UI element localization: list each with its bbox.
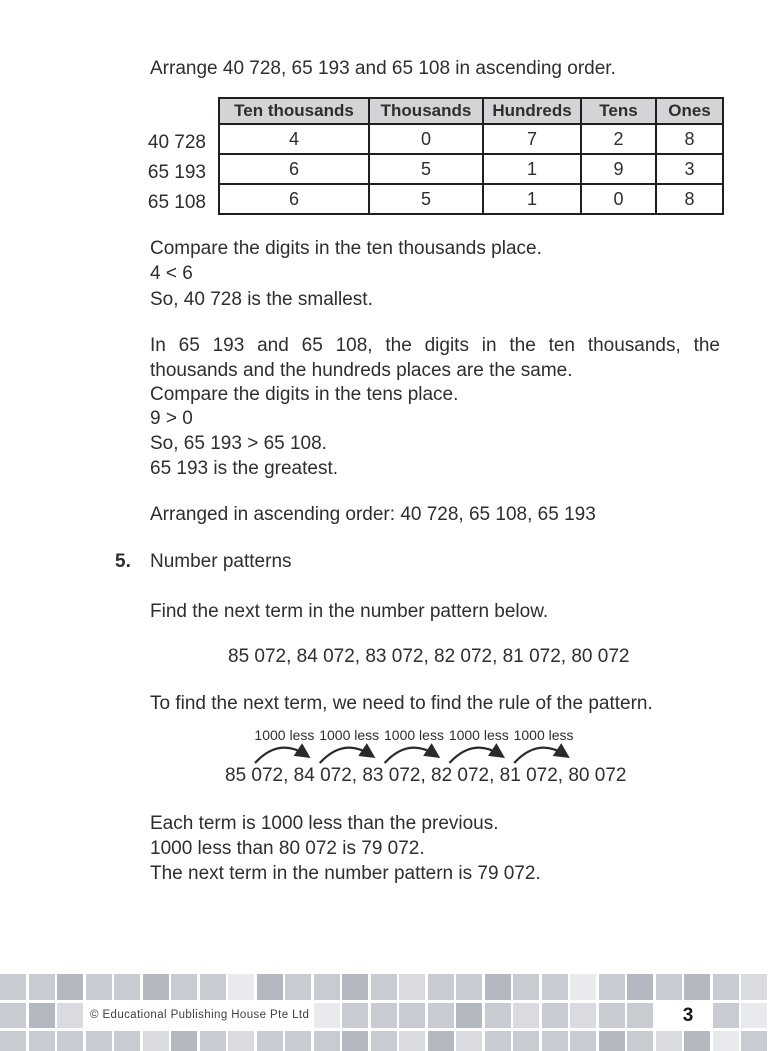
section-number: 5.	[115, 551, 131, 572]
row-label: 65 108	[147, 192, 206, 213]
arc-label: 1000 less	[254, 727, 315, 743]
mosaic-tile	[399, 1031, 425, 1051]
footer-mosaic	[0, 974, 768, 1051]
table-header-cell: Ten thousands	[219, 98, 369, 124]
hop-arrow	[320, 748, 371, 763]
tile-row-bottom	[0, 1031, 767, 1051]
table-header-cell: Thousands	[369, 98, 483, 124]
table-body	[219, 124, 723, 214]
mosaic-tile	[0, 1003, 26, 1029]
mosaic-tile	[570, 1003, 596, 1029]
mosaic-tile	[29, 1003, 55, 1029]
mosaic-tile	[570, 1031, 596, 1051]
digit-cell: 1	[483, 154, 581, 184]
arc-label: 1000 less	[513, 727, 574, 743]
mosaic-tile	[371, 1003, 397, 1029]
mosaic-tile	[342, 974, 368, 1000]
mosaic-tile	[342, 1003, 368, 1029]
arc-labels	[252, 727, 576, 743]
hop-arrow	[385, 748, 436, 763]
mosaic-tile	[656, 974, 682, 1000]
mosaic-tile	[0, 974, 26, 1000]
mosaic-tile	[513, 1003, 539, 1029]
mosaic-tile	[485, 974, 511, 1000]
mosaic-tile	[542, 1003, 568, 1029]
number-pattern-with-arrows-line: 85 072, 84 072, 83 072, 82 072, 81 072, 80 072	[225, 765, 627, 786]
mosaic-tile	[570, 974, 596, 1000]
mosaic-tile	[29, 1031, 55, 1051]
smallest-conclusion: So, 40 728 is the smallest.	[150, 289, 373, 310]
digit-cell: 2	[581, 124, 656, 154]
mosaic-tile	[285, 974, 311, 1000]
table-header-row	[219, 98, 723, 124]
mosaic-tile	[684, 1031, 710, 1051]
mosaic-tile	[86, 1031, 112, 1051]
row-label: 65 193	[147, 162, 206, 183]
mosaic-tile	[143, 974, 169, 1000]
digit-cell: 5	[369, 184, 483, 214]
hop-arrow	[449, 748, 500, 763]
copyright-text: © Educational Publishing House Pte Ltd	[90, 1008, 310, 1021]
digit-cell: 7	[483, 124, 581, 154]
digit-cell: 4	[219, 124, 369, 154]
table-row	[219, 184, 723, 214]
hop-arrow	[514, 748, 565, 763]
digit-cell: 6	[219, 184, 369, 214]
mosaic-tile	[456, 1003, 482, 1029]
mosaic-tile	[29, 974, 55, 1000]
mosaic-tile	[228, 1031, 254, 1051]
mosaic-tile	[143, 1031, 169, 1051]
mosaic-tile	[456, 1031, 482, 1051]
inequality-4-6: 4 < 6	[150, 263, 193, 284]
mosaic-tile	[599, 974, 625, 1000]
compare-ten-thousands-line: Compare the digits in the ten thousands place.	[150, 238, 542, 259]
number-pattern-line: 85 072, 84 072, 83 072, 82 072, 81 072, 80 072	[228, 646, 630, 667]
mosaic-tile	[456, 974, 482, 1000]
mosaic-tile	[86, 974, 112, 1000]
mosaic-tile	[200, 974, 226, 1000]
rule-explanation-line: Each term is 1000 less than the previous.	[150, 813, 499, 834]
greatest-conclusion: 65 193 is the greatest.	[150, 458, 339, 479]
greater-conclusion: So, 65 193 > 65 108.	[150, 433, 327, 454]
digit-cell: 1	[483, 184, 581, 214]
pattern-arrows	[252, 744, 576, 764]
table-header-cell: Tens	[581, 98, 656, 124]
table-header-cell: Ones	[656, 98, 723, 124]
same-digits-paragraph	[150, 333, 720, 383]
mosaic-tile	[57, 974, 83, 1000]
mosaic-tile	[513, 1031, 539, 1051]
ascending-order-result: Arranged in ascending order: 40 728, 65 108, 65 193	[150, 504, 596, 525]
find-next-term-line: Find the next term in the number pattern below.	[150, 601, 549, 622]
mosaic-tile	[713, 1031, 739, 1051]
mosaic-tile	[428, 1031, 454, 1051]
subtraction-line: 1000 less than 80 072 is 79 072.	[150, 838, 425, 859]
paragraph-line-2: thousands and the hundreds places are the same.	[150, 360, 573, 381]
digit-cell: 0	[581, 184, 656, 214]
mosaic-tile	[371, 974, 397, 1000]
mosaic-tile	[57, 1031, 83, 1051]
compare-tens-line: Compare the digits in the tens place.	[150, 384, 459, 405]
arc-label: 1000 less	[448, 727, 509, 743]
mosaic-tile	[57, 1003, 83, 1029]
mosaic-tile	[542, 974, 568, 1000]
mosaic-tile	[513, 974, 539, 1000]
digit-cell: 8	[656, 124, 723, 154]
mosaic-tile	[342, 1031, 368, 1051]
table-row	[219, 154, 723, 184]
rule-line: To find the next term, we need to find the rule of the pattern.	[150, 693, 653, 714]
paragraph-line-1: In 65 193 and 65 108, the digits in the ten thousands, the	[150, 335, 720, 356]
page-number: 3	[682, 1004, 694, 1026]
mosaic-tile	[285, 1031, 311, 1051]
digit-cell: 3	[656, 154, 723, 184]
mosaic-tile	[599, 1031, 625, 1051]
mosaic-tile	[713, 1003, 739, 1029]
digit-cell: 8	[656, 184, 723, 214]
hop-arrow	[255, 748, 306, 763]
table-row	[219, 124, 723, 154]
mosaic-tile	[314, 1003, 340, 1029]
place-value-table	[218, 97, 724, 215]
mosaic-tile	[542, 1031, 568, 1051]
section-title: Number patterns	[150, 551, 292, 572]
arc-label: 1000 less	[384, 727, 444, 743]
mosaic-tile	[257, 1031, 283, 1051]
mosaic-tile	[741, 974, 767, 1000]
mosaic-tile	[171, 1031, 197, 1051]
table-header-cell: Hundreds	[483, 98, 581, 124]
mosaic-tile	[713, 974, 739, 1000]
mosaic-tile	[428, 974, 454, 1000]
mosaic-tile	[599, 1003, 625, 1029]
mosaic-tile	[314, 974, 340, 1000]
mosaic-tile	[314, 1031, 340, 1051]
tile-row-top	[0, 974, 767, 1000]
mosaic-tile	[114, 974, 140, 1000]
mosaic-tile	[0, 1031, 26, 1051]
mosaic-tile	[741, 1003, 767, 1029]
mosaic-tile	[371, 1031, 397, 1051]
mosaic-tile	[627, 1003, 653, 1029]
mosaic-tile	[485, 1003, 511, 1029]
digit-cell: 6	[219, 154, 369, 184]
mosaic-tile	[399, 1003, 425, 1029]
mosaic-tile	[257, 974, 283, 1000]
mosaic-tile	[171, 974, 197, 1000]
mosaic-tile	[228, 974, 254, 1000]
mosaic-tile	[627, 1031, 653, 1051]
mosaic-tile	[485, 1031, 511, 1051]
mosaic-tile	[428, 1003, 454, 1029]
digit-cell: 5	[369, 154, 483, 184]
arc-label: 1000 less	[319, 727, 380, 743]
row-label: 40 728	[147, 132, 206, 153]
mosaic-tile	[200, 1031, 226, 1051]
mosaic-tile	[114, 1031, 140, 1051]
mosaic-tile	[399, 974, 425, 1000]
inequality-9-0: 9 > 0	[150, 408, 193, 429]
mosaic-tile	[656, 1031, 682, 1051]
answer-line: The next term in the number pattern is 79 072.	[150, 863, 541, 884]
digit-cell: 0	[369, 124, 483, 154]
mosaic-tile	[741, 1031, 767, 1051]
digit-cell: 9	[581, 154, 656, 184]
mosaic-tile	[684, 974, 710, 1000]
mosaic-tile	[627, 974, 653, 1000]
intro-sentence: Arrange 40 728, 65 193 and 65 108 in ascending order.	[150, 58, 616, 79]
